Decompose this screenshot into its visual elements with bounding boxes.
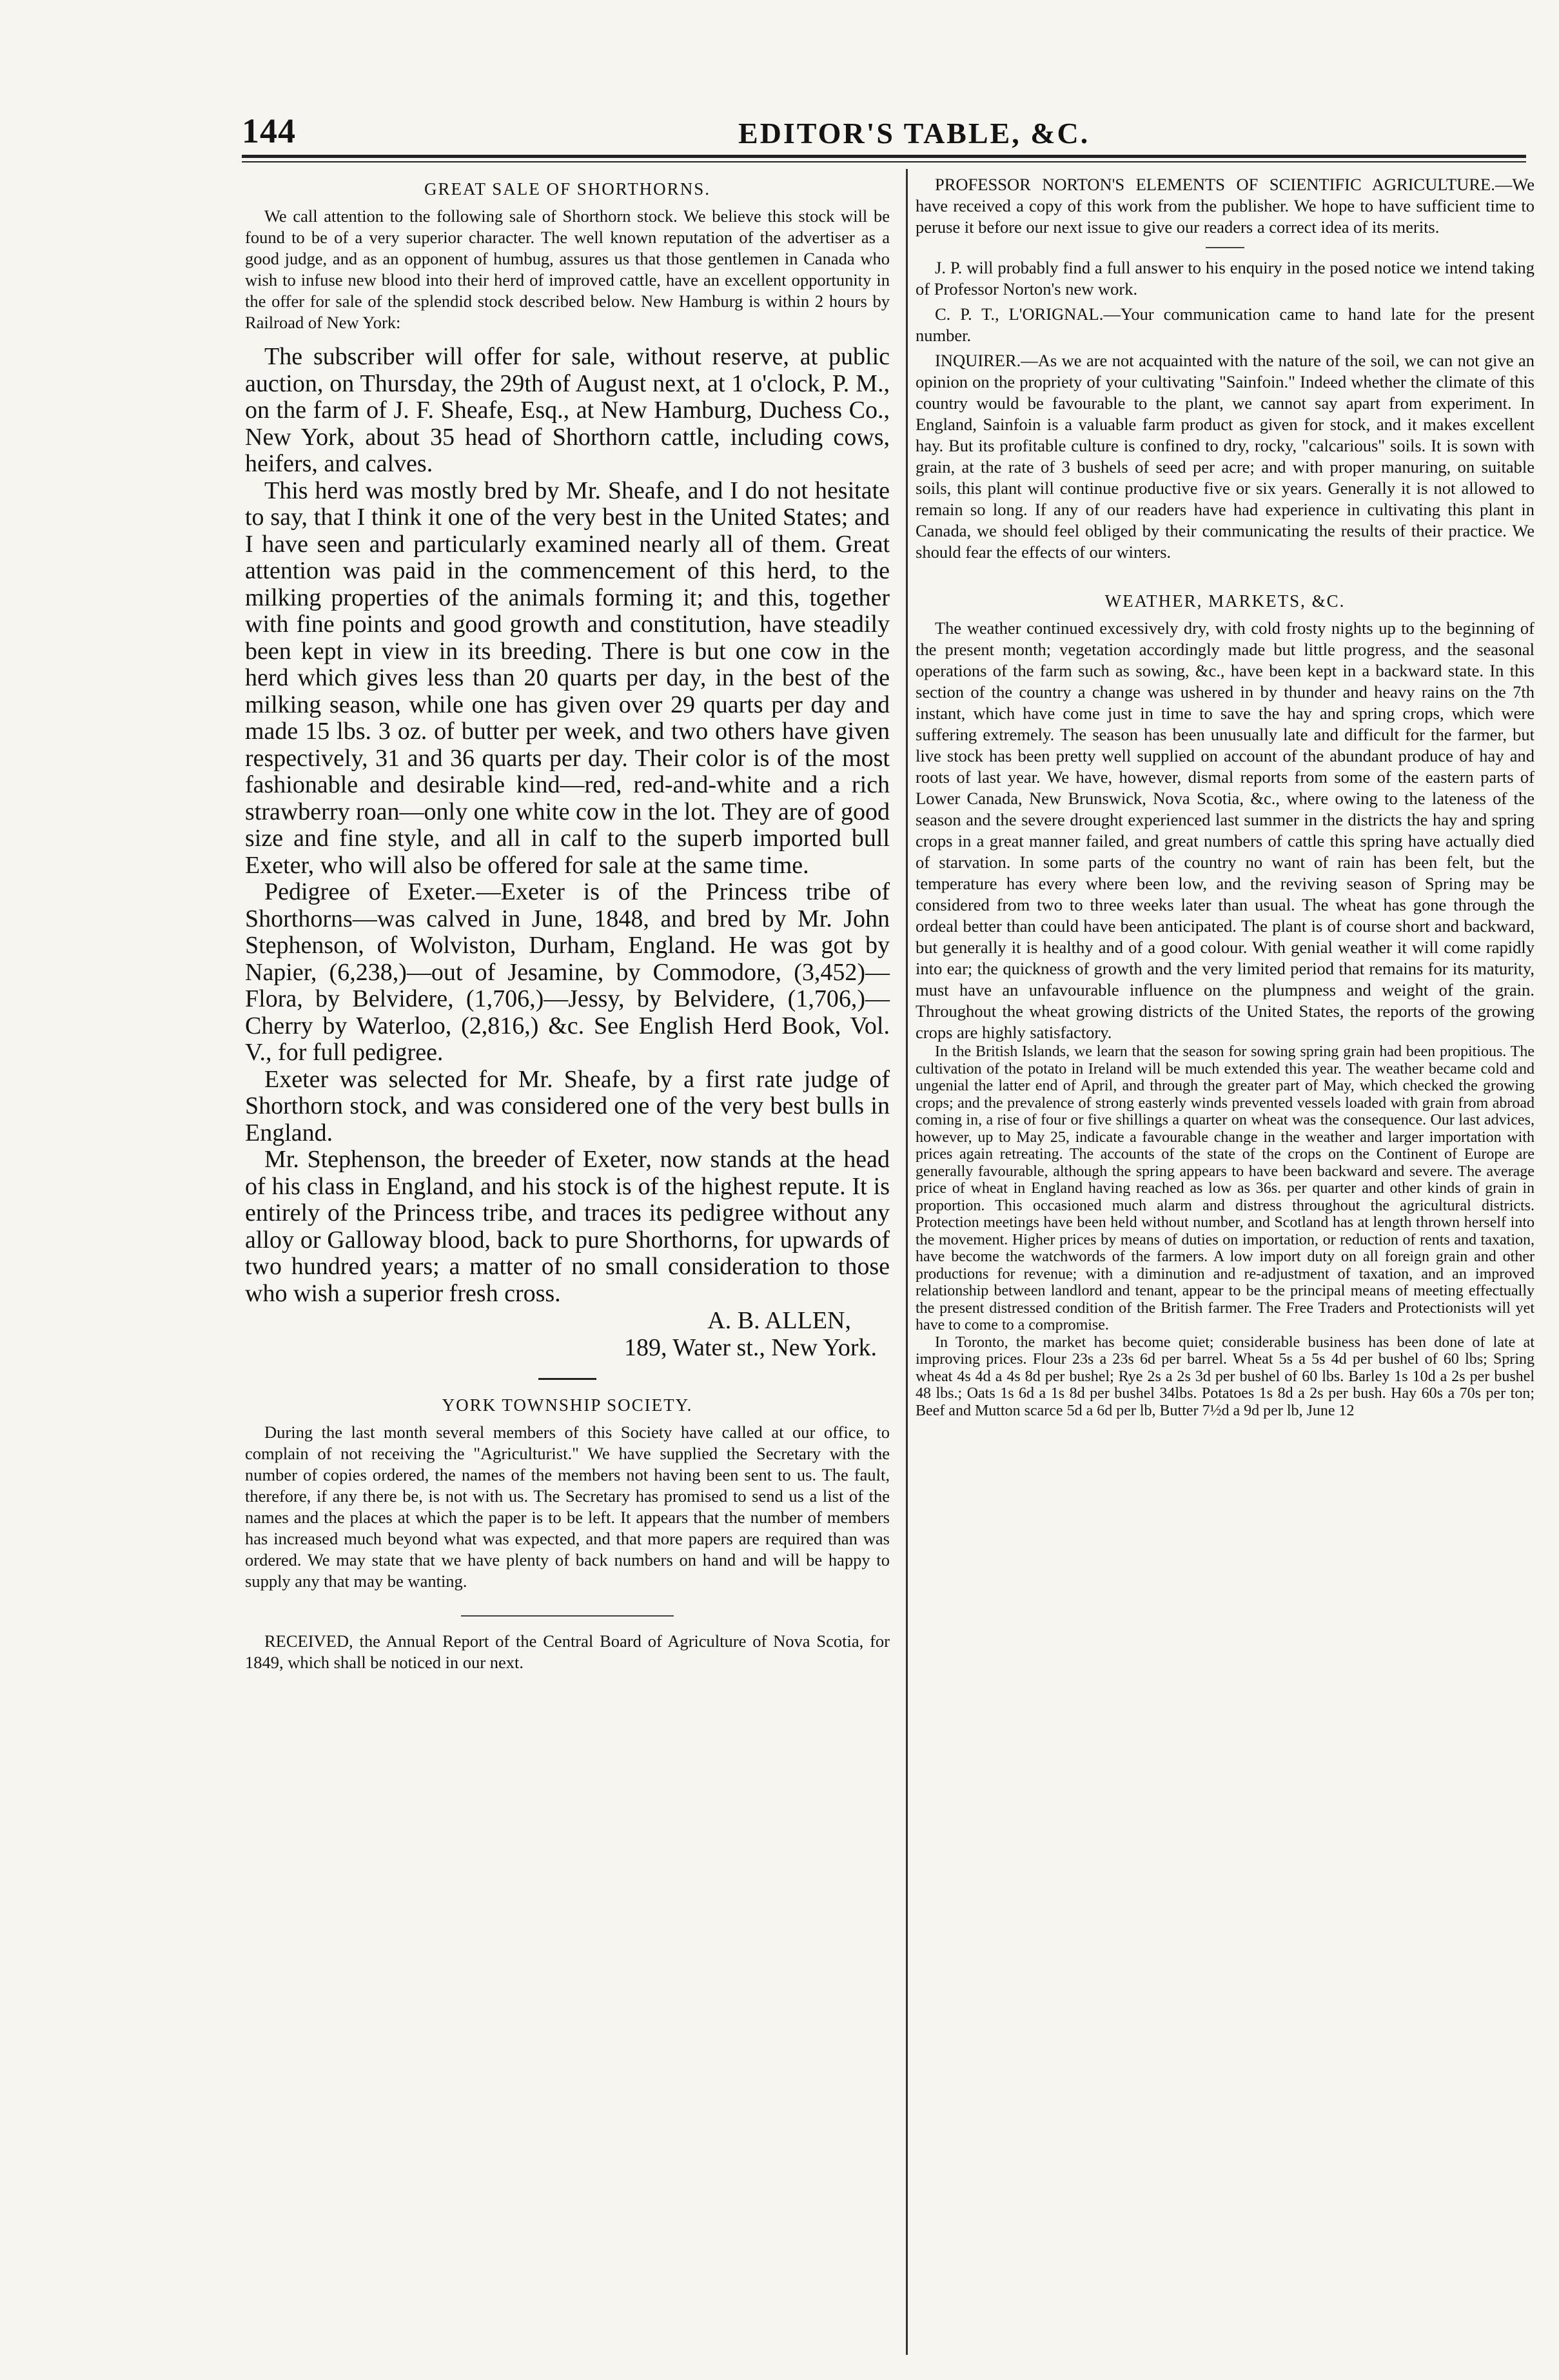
section-rule <box>1206 247 1244 248</box>
spacer <box>916 567 1534 586</box>
inquirer-answer: INQUIRER.—As we are not acquainted with the nature of the soil, we can not give an opinion on the propriety of your cultivating "Sainfoin." Indeed whether the climate of this country would be favourable to the plant, we cannot say apart from experiment. In England, Sainfoin is a valuable farm product as given for stock, and it makes excellent hay. But its profitable culture is confined to dry, rocky, "calcarious" soils. It is sown with grain, at the rate of 3 bushels of seed per acre; and with proper manuring, on suitable soils, this plant will continue productive five or six years. Generally it is not allowed to remain so long. If any of our readers have had experience in cultivating this plant in Canada, we should feel obliged by their communicating the results of their practice. We should fear the effects of our winters. <box>916 351 1534 562</box>
weather-title: WEATHER, MARKETS, &C. <box>1104 591 1346 611</box>
cpt-answer: C. P. T., L'ORIGNAL.—Your communication came to hand late for the present number. <box>916 304 1534 345</box>
weather-paragraph: In the British Islands, we learn that the season for sowing spring grain had been propitious. The cultivation of the potato in Ireland will be much extended this year. The weather became cold and ungenial the latter end of April, and through the greater part of May, which checked the growing crops; and the prevalence of strong easterly winds prevented vessels loaded with grain from abroad coming in, a rise of four or five shillings a quarter on wheat was the consequence. Our last advices, however, up to May 25, indicate a favourable change in the weather and larger importation with prices again retreating. The accounts of the state of the crops on the Continent of Europe are generally favourable, although the spring appears to have been backward and severe. The average price of wheat in England having reached as low as 36s. per quarter and other kinds of grain in proportion. This occasioned much alarm and distress throughout the agricultural districts. Protection meetings have been held without number, and Scotland has at length thrown herself into the movement. Higher prices by means of duties on importation, or reduction of rents and taxation, have become the watchwords of the farmers. A low import duty on all foreign grain and other productions for revenue; with a diminution and re-adjustment of taxation, and an improved relationship between landlord and tenant, appear to be the principal means of meeting effectually the present distressed condition of the British farmer. The Free Traders and Protectionists will yet have to come to a compromise. <box>916 1043 1534 1333</box>
page-number: 144 <box>242 112 296 150</box>
markets-paragraph: In Toronto, the market has become quiet; considerable business has been done of late at improving prices. Flour 23s a 23s 6d per barrel. Wheat 5s a 5s 4d per bushel of 60 lbs; Spring wheat 4s 4d a 4s 8d per bushel; Rye 2s a 2s 3d per bushel of 60 lbs. Barley 1s 10d a 2s per bushel 48 lbs.; Oats 1s 6d a 1s 8d per bushel 34lbs. Potatoes 1s 8d a 2s per bush. Hay 60s a 70s per ton; Beef and Mutton scarce 5d a 6d per lb, Butter 7½d a 9d per lb, June 12 <box>916 1333 1534 1419</box>
page-header <box>242 111 1525 156</box>
header-rule-thin <box>242 161 1526 162</box>
section-rule <box>461 1615 674 1617</box>
column-divider <box>906 169 908 2355</box>
section-rule <box>538 1378 596 1380</box>
right-column <box>916 174 1534 1419</box>
signature-address: 189, Water st., New York. <box>623 1334 877 1361</box>
advertisement-paragraph: The subscriber will offer for sale, without reserve, at public auction, on Thursday, the 29th of August next, at 1 o'clock, P. M., on the farm of J. F. Sheafe, Esq., at New Hamburg, Duchess Co., New York, about 35 head of Shorthorn cattle, including cows, heifers, and calves. <box>245 343 890 477</box>
shorthorns-intro: We call attention to the following sale of Shorthorn stock. We believe this stock will be found to be of a very superior character. The well known reputation of the advertiser as a good judge, and as an opponent of humbug, assures us that those gentlemen in Canada who wish to infuse new blood into their herd of improved cattle, have an excellent opportunity in the offer for sale of the splendid stock described below. New Hamburg is within 2 hours by Railroad of New York: <box>245 206 890 332</box>
weather-paragraph: The weather continued excessively dry, with cold frosty nights up to the beginning of the present month; vegetation accordingly made but little progress, and the seasonal operations of the farm such as sowing, &c., have been kept in a backward state. In this section of the country a change was ushered in by thunder and heavy rains on the 7th instant, which have come just in time to save the hay and spring crops, which were suffering extremely. The season has been unusually late and difficult for the farmer, but live stock has been pretty well supplied on account of the abundant produce of hay and roots of last year. We have, however, dismal reports from some of the eastern parts of Lower Canada, New Brunswick, Nova Scotia, &c., where owing to the lateness of the season and the severe drought experienced last summer in the districts the hay and spring crops in a great manner failed, and great numbers of cattle this spring have actually died of starvation. In some parts of the country no want of rain has been felt, but the temperature has every where been low, and the reviving season of Spring may be considered from two to three weeks later than usual. The wheat has gone through the ordeal better than could have been anticipated. The plant is of course short and backward, but generally it is healthy and of a good colour. With genial weather it will come rapidly into ear; the quickness of growth and the very limited period that remains for its maturity, must have an unfavourable influence on the plumpness and weight of the grain. Throughout the wheat growing districts of the United States, the reports of the growing crops are highly satisfactory. <box>916 618 1534 1042</box>
jp-answer: J. P. will probably find a full answer to his enquiry in the posed notice we intend taking of Professor Norton's new work. <box>916 258 1534 299</box>
advertisement-paragraph: Exeter was selected for Mr. Sheafe, by a first rate judge of Shorthorn stock, and was considered one of the very best bulls in England. <box>245 1065 890 1146</box>
york-body: During the last month several members of this Society have called at our office, to complain of not receiving the "Agriculturist." We have supplied the Secretary with the number of copies ordered, the names of the members not having been sent to us. The fault, therefore, if any there be, is not with us. The Secretary has promised to send us a list of the names and the places at which the paper is to be left. It appears that the number of members has increased much beyond what was expected, and that more papers are required than was ordered. We may state that we have plenty of back numbers on hand and will be happy to supply any that may be wanting. <box>245 1422 890 1591</box>
running-title: EDITOR'S TABLE, &C. <box>738 117 1090 150</box>
pedigree-paragraph: Pedigree of Exeter.—Exeter is of the Princess tribe of Shorthorns—was calved in June, 1848, and bred by Mr. John Stephenson, of Wolviston, Durham, England. He was got by Napier, (6,238,)—out of Jesamine, by Commodore, (3,452)—Flora, by Belvidere, (1,706,)—Jessy, by Belvidere, (1,706,)—Cherry by Waterloo, (2,816,) &c. See English Herd Book, Vol. V., for full pedigree. <box>245 878 890 1066</box>
received-notice: RECEIVED, the Annual Report of the Central Board of Agriculture of Nova Scotia, for 1849, which shall be noticed in our next. <box>245 1631 890 1672</box>
norton-notice: PROFESSOR NORTON'S ELEMENTS OF SCIENTIFIC AGRICULTURE.—We have received a copy of this work from the publisher. We hope to have sufficient time to peruse it before our next issue to give our readers a correct idea of its merits. <box>916 175 1534 237</box>
spacer <box>245 333 890 344</box>
advertisement-paragraph: Mr. Stephenson, the breeder of Exeter, now stands at the head of his class in England, and his stock is of the highest repute. It is entirely of the Princess tribe, and traces its pedigree without any alloy or Galloway blood, back to pure Shorthorns, for upwards of two hundred years; a matter of no small consideration to those who wish a superior fresh cross. <box>245 1146 890 1307</box>
left-column <box>245 174 890 1673</box>
shorthorns-title: GREAT SALE OF SHORTHORNS. <box>424 179 711 199</box>
york-title: YORK TOWNSHIP SOCIETY. <box>442 1395 693 1415</box>
header-rule <box>242 155 1526 158</box>
signature-name: A. B. ALLEN, <box>707 1307 851 1334</box>
advertisement-paragraph: This herd was mostly bred by Mr. Sheafe, and I do not hesitate to say, that I think it one of the very best in the United States; and I have seen and particularly examined nearly all of them. Great attention was paid in the commencement of this herd, to the milking properties of the animals forming it; and this, together with fine points and good growth and constitution, have steadily been kept in view in its breeding. There is but one cow in the herd which gives less than 20 quarts per day, in the best of the milking season, while one has given over 29 quarts per day and made 15 lbs. 3 oz. of butter per week, and two others have given respectively, 31 and 36 quarts per day. Their color is of the most fashionable and desirable kind—red, red-and-white and a rich strawberry roan—only one white cow in the lot. They are of good size and fine style, and all in calf to the superb imported bull Exeter, who will also be offered for sale at the same time. <box>245 477 890 879</box>
